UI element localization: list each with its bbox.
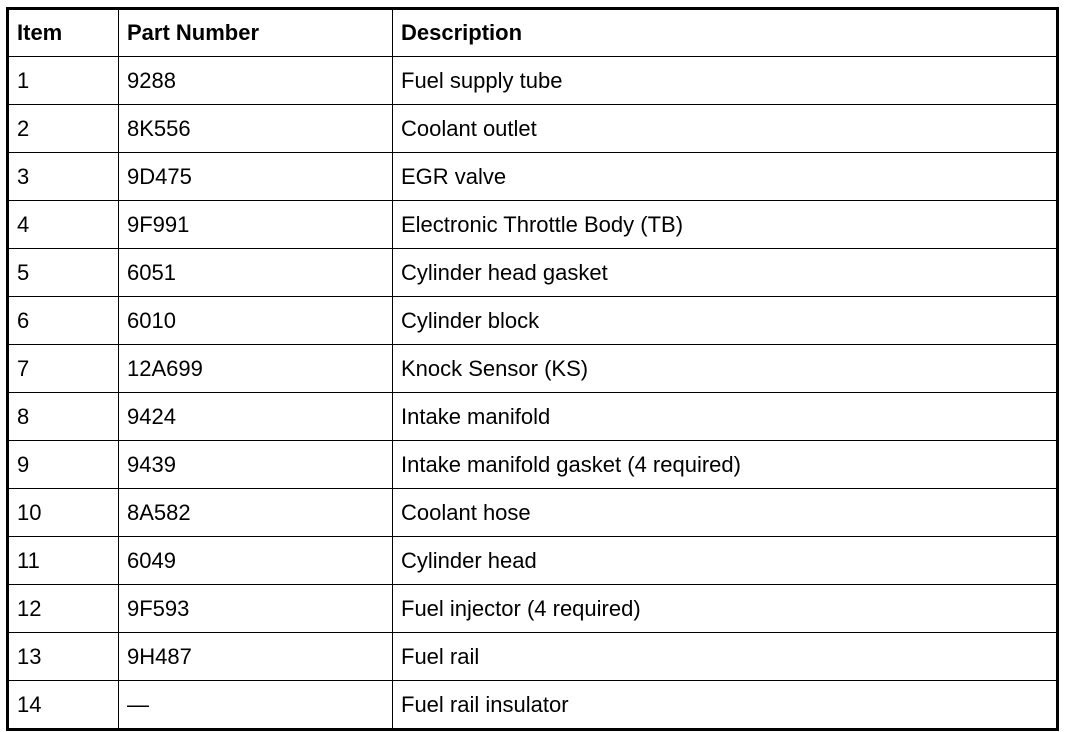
cell-item: 13 — [8, 633, 119, 681]
table-row — [8, 393, 1058, 441]
table-row — [8, 633, 1058, 681]
cell-item: 6 — [8, 297, 119, 345]
cell-part-number: 6051 — [119, 249, 393, 297]
cell-description: Cylinder head — [393, 537, 1058, 585]
cell-item: 4 — [8, 201, 119, 249]
cell-part-number: 6010 — [119, 297, 393, 345]
header-description: Description — [393, 9, 1058, 57]
cell-item: 12 — [8, 585, 119, 633]
cell-description: Coolant outlet — [393, 105, 1058, 153]
cell-part-number: 6049 — [119, 537, 393, 585]
cell-description: Fuel rail insulator — [393, 681, 1058, 730]
cell-part-number: — — [119, 681, 393, 730]
header-part-number: Part Number — [119, 9, 393, 57]
cell-item: 11 — [8, 537, 119, 585]
cell-part-number: 12A699 — [119, 345, 393, 393]
table-row — [8, 681, 1058, 730]
cell-part-number: 9H487 — [119, 633, 393, 681]
parts-table — [6, 7, 1059, 731]
cell-description: Fuel supply tube — [393, 57, 1058, 105]
table-header-row — [8, 9, 1058, 57]
cell-part-number: 9288 — [119, 57, 393, 105]
table-row — [8, 489, 1058, 537]
cell-description: Electronic Throttle Body (TB) — [393, 201, 1058, 249]
cell-part-number: 9D475 — [119, 153, 393, 201]
cell-part-number: 8K556 — [119, 105, 393, 153]
cell-item: 8 — [8, 393, 119, 441]
cell-part-number: 9439 — [119, 441, 393, 489]
cell-part-number: 9F593 — [119, 585, 393, 633]
cell-item: 5 — [8, 249, 119, 297]
cell-item: 14 — [8, 681, 119, 730]
table-row — [8, 57, 1058, 105]
cell-description: Cylinder head gasket — [393, 249, 1058, 297]
table-row — [8, 537, 1058, 585]
cell-item: 2 — [8, 105, 119, 153]
cell-description: Intake manifold gasket (4 required) — [393, 441, 1058, 489]
cell-description: Fuel injector (4 required) — [393, 585, 1058, 633]
cell-part-number: 9F991 — [119, 201, 393, 249]
table-row — [8, 153, 1058, 201]
cell-item: 10 — [8, 489, 119, 537]
cell-item: 9 — [8, 441, 119, 489]
table-row — [8, 105, 1058, 153]
cell-item: 7 — [8, 345, 119, 393]
cell-description: Fuel rail — [393, 633, 1058, 681]
header-item: Item — [8, 9, 119, 57]
table-row — [8, 345, 1058, 393]
table-row — [8, 297, 1058, 345]
cell-part-number: 9424 — [119, 393, 393, 441]
cell-description: Cylinder block — [393, 297, 1058, 345]
cell-description: Coolant hose — [393, 489, 1058, 537]
table-row — [8, 441, 1058, 489]
cell-description: Intake manifold — [393, 393, 1058, 441]
table-row — [8, 201, 1058, 249]
cell-description: EGR valve — [393, 153, 1058, 201]
cell-item: 1 — [8, 57, 119, 105]
cell-description: Knock Sensor (KS) — [393, 345, 1058, 393]
table-row — [8, 249, 1058, 297]
cell-item: 3 — [8, 153, 119, 201]
table-row — [8, 585, 1058, 633]
cell-part-number: 8A582 — [119, 489, 393, 537]
